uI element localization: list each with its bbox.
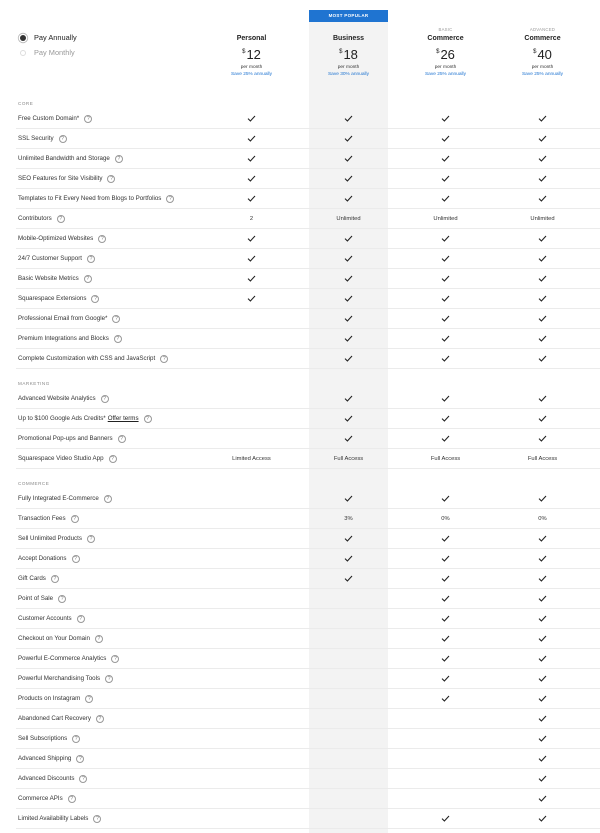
feature-label xyxy=(18,189,174,209)
price-amount: 18 xyxy=(343,47,358,62)
feature-name: Transaction Fees xyxy=(18,515,66,522)
checkmark-icon xyxy=(406,429,485,449)
checkmark-icon xyxy=(406,649,485,669)
plan-name: Commerce xyxy=(524,35,561,42)
feature-name: Complete Customization with CSS and JavaScript xyxy=(18,355,156,362)
feature-row xyxy=(16,629,600,649)
pay-monthly-label: Pay Monthly xyxy=(34,48,75,57)
feature-row xyxy=(16,769,600,789)
feature-label xyxy=(18,709,104,729)
section-heading: CORE xyxy=(18,101,34,106)
checkmark-icon xyxy=(406,809,485,829)
feature-label xyxy=(18,249,95,269)
feature-name: Squarespace Video Studio App xyxy=(18,455,104,462)
checkmark-icon xyxy=(503,609,582,629)
checkmark-icon xyxy=(309,109,388,129)
checkmark-icon xyxy=(309,389,388,409)
question-circle-icon[interactable]: ? xyxy=(115,155,123,163)
checkmark-icon xyxy=(503,329,582,349)
feature-label xyxy=(18,529,95,549)
section-heading: MARKETING xyxy=(18,381,50,386)
question-circle-icon[interactable]: ? xyxy=(105,675,113,683)
feature-row xyxy=(16,489,600,509)
checkmark-icon xyxy=(406,549,485,569)
feature-row xyxy=(16,749,600,769)
feature-name: Abandoned Cart Recovery xyxy=(18,715,91,722)
question-circle-icon[interactable]: ? xyxy=(93,815,101,823)
feature-label xyxy=(18,309,120,329)
checkmark-icon xyxy=(309,229,388,249)
checkmark-icon xyxy=(503,349,582,369)
checkmark-icon xyxy=(503,169,582,189)
annual-savings: Save 25% annually xyxy=(230,72,273,77)
checkmark-icon xyxy=(406,409,485,429)
annual-savings: Save 25% annually xyxy=(521,72,564,77)
feature-name: Basic Website Metrics xyxy=(18,275,79,282)
feature-name: Advanced Shipping xyxy=(18,755,72,762)
checkmark-icon xyxy=(406,129,485,149)
price-period: per month xyxy=(434,65,457,70)
feature-name: Free Custom Domain* xyxy=(18,115,80,122)
question-circle-icon[interactable]: ? xyxy=(59,135,67,143)
plan-header xyxy=(212,10,291,78)
checkmark-icon xyxy=(406,689,485,709)
feature-value: 0% xyxy=(538,516,547,522)
checkmark-icon xyxy=(406,169,485,189)
feature-row xyxy=(16,589,600,609)
feature-value: 2 xyxy=(249,216,254,222)
feature-name: SEO Features for Site Visibility xyxy=(18,175,103,182)
feature-row xyxy=(16,269,600,289)
checkmark-icon xyxy=(406,609,485,629)
feature-label xyxy=(18,589,66,609)
currency-symbol: $ xyxy=(242,49,246,55)
checkmark-icon xyxy=(406,329,485,349)
feature-value: Full Access xyxy=(333,456,364,462)
annual-savings: Save 30% annually xyxy=(327,72,370,77)
checkmark-icon xyxy=(309,429,388,449)
checkmark-icon xyxy=(406,629,485,649)
question-circle-icon[interactable]: ? xyxy=(109,455,117,463)
feature-name: Gift Cards xyxy=(18,575,46,582)
checkmark-icon xyxy=(503,149,582,169)
currency-symbol: $ xyxy=(533,49,537,55)
checkmark-icon xyxy=(309,189,388,209)
feature-name: Up to $100 Google Ads Credits* xyxy=(18,415,106,422)
question-circle-icon[interactable]: ? xyxy=(111,655,119,663)
checkmark-icon xyxy=(406,389,485,409)
feature-value: Unlimited xyxy=(530,216,555,222)
checkmark-icon xyxy=(503,649,582,669)
question-circle-icon[interactable]: ? xyxy=(51,575,59,583)
checkmark-icon xyxy=(212,269,291,289)
question-circle-icon[interactable]: ? xyxy=(166,195,174,203)
feature-name: Sell Unlimited Products xyxy=(18,535,82,542)
checkmark-icon xyxy=(503,729,582,749)
feature-row xyxy=(16,329,600,349)
pay-annually-label: Pay Annually xyxy=(34,33,77,42)
feature-row xyxy=(16,429,600,449)
checkmark-icon xyxy=(309,269,388,289)
plan-tier xyxy=(212,26,291,34)
feature-name: 24/7 Customer Support xyxy=(18,255,82,262)
question-circle-icon[interactable]: ? xyxy=(57,215,65,223)
checkmark-icon xyxy=(503,129,582,149)
feature-name: Advanced Website Analytics xyxy=(18,395,96,402)
checkmark-icon xyxy=(503,489,582,509)
feature-label xyxy=(18,349,168,369)
checkmark-icon xyxy=(503,289,582,309)
checkmark-icon xyxy=(503,429,582,449)
checkmark-icon xyxy=(309,349,388,369)
feature-name: Checkout on Your Domain xyxy=(18,635,90,642)
feature-row xyxy=(16,729,600,749)
feature-value: 0% xyxy=(441,516,450,522)
question-circle-icon[interactable]: ? xyxy=(101,395,109,403)
feature-value: Unlimited xyxy=(336,216,361,222)
feature-name: Contributors xyxy=(18,215,52,222)
checkmark-icon xyxy=(309,309,388,329)
question-circle-icon[interactable]: ? xyxy=(71,515,79,523)
plan-name: Personal xyxy=(236,35,267,42)
feature-row xyxy=(16,229,600,249)
question-circle-icon[interactable]: ? xyxy=(58,595,66,603)
feature-name: Customer Accounts xyxy=(18,615,72,622)
feature-label xyxy=(18,509,79,529)
question-circle-icon[interactable]: ? xyxy=(95,635,103,643)
question-circle-icon[interactable]: ? xyxy=(91,295,99,303)
feature-label xyxy=(18,549,80,569)
most-popular-badge xyxy=(212,10,291,22)
feature-name: Products on Instagram xyxy=(18,695,81,702)
most-popular-badge xyxy=(503,10,582,22)
checkmark-icon xyxy=(406,149,485,169)
feature-label xyxy=(18,629,103,649)
plan-header xyxy=(309,10,388,78)
feature-label xyxy=(18,489,112,509)
feature-label xyxy=(18,569,59,589)
checkmark-icon xyxy=(309,289,388,309)
checkmark-icon xyxy=(406,669,485,689)
checkmark-icon xyxy=(503,229,582,249)
question-circle-icon[interactable]: ? xyxy=(114,335,122,343)
checkmark-icon xyxy=(503,689,582,709)
feature-label xyxy=(18,729,80,749)
checkmark-icon xyxy=(503,749,582,769)
checkmark-icon xyxy=(406,269,485,289)
pay-annually-option[interactable] xyxy=(20,30,77,45)
checkmark-icon xyxy=(503,769,582,789)
feature-name: Advanced Discounts xyxy=(18,775,75,782)
feature-name: Professional Email from Google* xyxy=(18,315,108,322)
checkmark-icon xyxy=(309,249,388,269)
feature-row xyxy=(16,449,600,469)
pay-monthly-option[interactable] xyxy=(20,45,77,60)
feature-row xyxy=(16,129,600,149)
feature-label xyxy=(18,789,76,809)
feature-name: Powerful E-Commerce Analytics xyxy=(18,655,107,662)
feature-row xyxy=(16,609,600,629)
question-circle-icon[interactable]: ? xyxy=(118,435,126,443)
price-period: per month xyxy=(240,65,263,70)
question-circle-icon[interactable]: ? xyxy=(84,275,92,283)
feature-name: Promotional Pop-ups and Banners xyxy=(18,435,113,442)
feature-value: Full Access xyxy=(430,456,461,462)
most-popular-badge xyxy=(406,10,485,22)
feature-row xyxy=(16,209,600,229)
checkmark-icon xyxy=(503,569,582,589)
feature-name: Unlimited Bandwidth and Storage xyxy=(18,155,110,162)
feature-value: Full Access xyxy=(527,456,558,462)
checkmark-icon xyxy=(503,669,582,689)
checkmark-icon xyxy=(503,249,582,269)
feature-label xyxy=(18,669,113,689)
question-circle-icon[interactable]: ? xyxy=(85,695,93,703)
feature-row xyxy=(16,649,600,669)
checkmark-icon xyxy=(503,389,582,409)
checkmark-icon xyxy=(503,589,582,609)
checkmark-icon xyxy=(406,529,485,549)
checkmark-icon xyxy=(406,229,485,249)
feature-label xyxy=(18,689,93,709)
plan-tier: BASIC xyxy=(438,27,453,32)
question-circle-icon[interactable]: ? xyxy=(144,415,152,423)
feature-row xyxy=(16,289,600,309)
checkmark-icon xyxy=(309,549,388,569)
plan-tier: ADVANCED xyxy=(529,27,556,32)
feature-row xyxy=(16,789,600,809)
checkmark-icon xyxy=(503,789,582,809)
feature-name: Premium Integrations and Blocks xyxy=(18,335,109,342)
feature-row xyxy=(16,569,600,589)
checkmark-icon xyxy=(406,569,485,589)
checkmark-icon xyxy=(212,169,291,189)
feature-name: Limited Availability Labels xyxy=(18,815,89,822)
checkmark-icon xyxy=(406,489,485,509)
feature-label xyxy=(18,609,85,629)
feature-label xyxy=(18,289,99,309)
feature-row xyxy=(16,109,600,129)
feature-row xyxy=(16,529,600,549)
feature-label xyxy=(18,769,87,789)
feature-name: Point of Sale xyxy=(18,595,54,602)
feature-row xyxy=(16,349,600,369)
question-circle-icon[interactable]: ? xyxy=(77,615,85,623)
question-circle-icon[interactable]: ? xyxy=(96,715,104,723)
price-period: per month xyxy=(531,65,554,70)
most-popular-badge: MOST POPULAR xyxy=(309,10,388,22)
section-heading: COMMERCE xyxy=(18,481,50,486)
feature-row xyxy=(16,669,600,689)
price-amount: 12 xyxy=(246,47,261,62)
feature-value: Unlimited xyxy=(433,216,458,222)
feature-row xyxy=(16,149,600,169)
checkmark-icon xyxy=(406,349,485,369)
checkmark-icon xyxy=(212,289,291,309)
checkmark-icon xyxy=(212,249,291,269)
feature-name: Sell Subscriptions xyxy=(18,735,68,742)
plan-price xyxy=(503,47,582,63)
feature-label xyxy=(18,129,67,149)
feature-label xyxy=(18,809,101,829)
currency-symbol: $ xyxy=(436,49,440,55)
feature-label xyxy=(18,329,122,349)
plan-price xyxy=(309,47,388,63)
price-period: per month xyxy=(337,65,360,70)
plan-price xyxy=(406,47,485,63)
billing-toggle xyxy=(20,30,77,60)
feature-name: SSL Security xyxy=(18,135,54,142)
question-circle-icon[interactable]: ? xyxy=(72,555,80,563)
feature-row xyxy=(16,549,600,569)
question-circle-icon[interactable]: ? xyxy=(72,735,80,743)
checkmark-icon xyxy=(503,629,582,649)
checkmark-icon xyxy=(406,309,485,329)
feature-label xyxy=(18,109,92,129)
feature-label xyxy=(18,449,117,469)
feature-name: Powerful Merchandising Tools xyxy=(18,675,101,682)
checkmark-icon xyxy=(406,589,485,609)
plan-header xyxy=(406,10,485,78)
feature-label xyxy=(18,169,115,189)
currency-symbol: $ xyxy=(339,49,343,55)
question-circle-icon[interactable]: ? xyxy=(160,355,168,363)
checkmark-icon xyxy=(503,709,582,729)
feature-name: Templates to Fit Every Need from Blogs to Portfolios xyxy=(18,195,162,202)
checkmark-icon xyxy=(212,129,291,149)
feature-row xyxy=(16,809,600,829)
feature-value: 3% xyxy=(344,516,353,522)
feature-name: Commerce APIs xyxy=(18,795,63,802)
checkmark-icon xyxy=(503,529,582,549)
feature-name: Squarespace Extensions xyxy=(18,295,87,302)
annual-savings: Save 25% annually xyxy=(424,72,467,77)
feature-label xyxy=(18,749,84,769)
checkmark-icon xyxy=(309,569,388,589)
plan-header xyxy=(503,10,582,78)
checkmark-icon xyxy=(309,149,388,169)
feature-row xyxy=(16,309,600,329)
radio-selected-icon[interactable] xyxy=(20,35,26,41)
feature-label xyxy=(18,429,126,449)
offer-terms-link[interactable]: Offer terms xyxy=(107,415,139,422)
question-circle-icon[interactable]: ? xyxy=(87,535,95,543)
feature-name: Mobile-Optimized Websites xyxy=(18,235,94,242)
checkmark-icon xyxy=(503,549,582,569)
feature-label xyxy=(18,389,109,409)
checkmark-icon xyxy=(212,229,291,249)
question-circle-icon[interactable]: ? xyxy=(79,775,87,783)
feature-row xyxy=(16,169,600,189)
checkmark-icon xyxy=(503,409,582,429)
feature-label xyxy=(18,229,106,249)
feature-label xyxy=(18,649,119,669)
question-circle-icon[interactable]: ? xyxy=(87,255,95,263)
feature-name: Fully Integrated E-Commerce xyxy=(18,495,99,502)
question-circle-icon[interactable]: ? xyxy=(112,315,120,323)
checkmark-icon xyxy=(212,189,291,209)
plan-name: Commerce xyxy=(427,35,464,42)
feature-label xyxy=(18,149,123,169)
question-circle-icon[interactable]: ? xyxy=(84,115,92,123)
feature-row xyxy=(16,389,600,409)
radio-unselected-icon[interactable] xyxy=(20,50,26,56)
checkmark-icon xyxy=(406,189,485,209)
feature-label xyxy=(18,409,152,429)
feature-value: Limited Access xyxy=(232,456,271,462)
checkmark-icon xyxy=(406,249,485,269)
checkmark-icon xyxy=(406,109,485,129)
checkmark-icon xyxy=(309,409,388,429)
plan-price xyxy=(212,47,291,63)
checkmark-icon xyxy=(503,109,582,129)
checkmark-icon xyxy=(309,169,388,189)
feature-name: Accept Donations xyxy=(18,555,67,562)
checkmark-icon xyxy=(503,189,582,209)
checkmark-icon xyxy=(406,289,485,309)
checkmark-icon xyxy=(309,489,388,509)
feature-row xyxy=(16,409,600,429)
checkmark-icon xyxy=(309,529,388,549)
feature-row xyxy=(16,249,600,269)
checkmark-icon xyxy=(309,329,388,349)
feature-label xyxy=(18,269,92,289)
question-circle-icon[interactable]: ? xyxy=(98,235,106,243)
question-circle-icon[interactable]: ? xyxy=(107,175,115,183)
checkmark-icon xyxy=(503,809,582,829)
price-amount: 40 xyxy=(537,47,552,62)
question-circle-icon[interactable]: ? xyxy=(68,795,76,803)
question-circle-icon[interactable]: ? xyxy=(104,495,112,503)
checkmark-icon xyxy=(503,309,582,329)
feature-label xyxy=(18,209,65,229)
plan-name: Business xyxy=(332,35,365,42)
feature-row xyxy=(16,509,600,529)
checkmark-icon xyxy=(309,129,388,149)
question-circle-icon[interactable]: ? xyxy=(76,755,84,763)
checkmark-icon xyxy=(503,269,582,289)
price-amount: 26 xyxy=(440,47,455,62)
feature-row xyxy=(16,709,600,729)
feature-row xyxy=(16,689,600,709)
plan-tier xyxy=(309,26,388,34)
checkmark-icon xyxy=(212,109,291,129)
feature-row xyxy=(16,189,600,209)
checkmark-icon xyxy=(212,149,291,169)
